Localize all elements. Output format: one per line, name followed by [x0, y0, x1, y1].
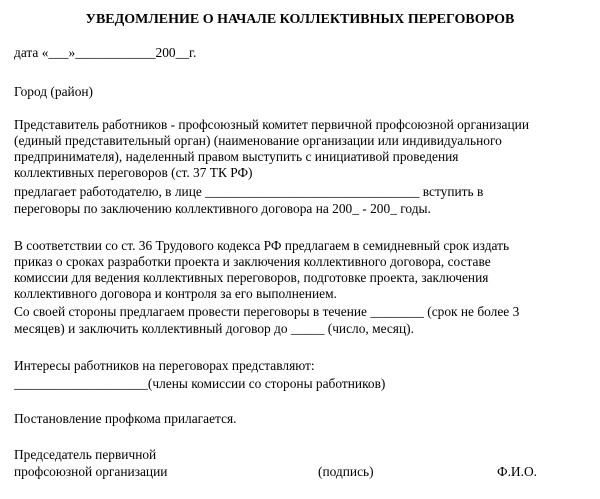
paragraph-line: комиссии для ведения коллективных переговоров, подготовке проекта, заключения — [14, 270, 489, 285]
representatives-heading: Интересы работников на переговорах представляют: — [14, 358, 315, 373]
date-line: дата «___»____________200__г. — [14, 45, 197, 60]
paragraph-line: Представитель работников - профсоюзный комитет первичной профсоюзной организации — [14, 117, 529, 132]
paragraph-line: приказ о сроках разработки проекта и заключения коллективного договора, составе — [14, 254, 491, 269]
paragraph-line: предпринимателя), наделенный правом выступить с инициативой проведения — [14, 149, 459, 164]
chair-title-line1: Председатель первичной — [14, 447, 157, 462]
paragraph-line: В соответствии со ст. 36 Трудового кодекса РФ предлагаем в семидневный срок издать — [14, 238, 510, 253]
signature-label: (подпись) — [318, 464, 374, 479]
representatives-line: ____________________(члены комиссии со стороны работников) — [14, 376, 386, 391]
paragraph-line: Со своей стороны предлагаем провести переговоры в течение ________ (срок не более 3 — [14, 304, 520, 319]
chair-title-line2: профсоюзной организации — [14, 464, 168, 479]
paragraph-line: месяцев) и заключить коллективный договор до _____ (число, месяц). — [14, 321, 414, 336]
paragraph-line: (единый представительный орган) (наименование организации или индивидуального — [14, 133, 502, 148]
attachment-line: Постановление профкома прилагается. — [14, 411, 237, 426]
document-title: УВЕДОМЛЕНИЕ О НАЧАЛЕ КОЛЛЕКТИВНЫХ ПЕРЕГОВОРОВ — [85, 12, 515, 27]
city-line: Город (район) — [14, 84, 94, 99]
paragraph-line: переговоры по заключению коллективного договора на 200_ - 200_ годы. — [14, 201, 431, 216]
fio-label: Ф.И.О. — [497, 464, 537, 479]
paragraph-line: коллективного договора и контроля за его выполнением. — [14, 286, 337, 301]
paragraph-line: предлагает работодателю, в лице ________________________________ вступить в — [14, 184, 484, 199]
paragraph-line: коллективных переговоров (ст. 37 ТК РФ) — [14, 165, 253, 180]
